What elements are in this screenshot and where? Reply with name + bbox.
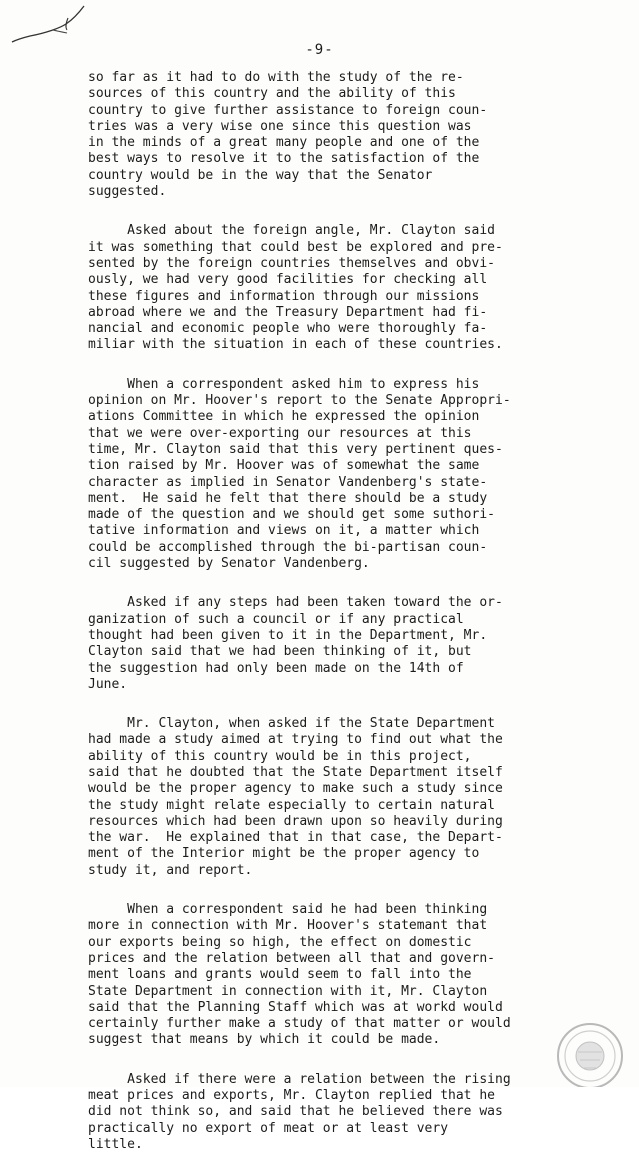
text-line: character as implied in Senator Vandenberg's state- bbox=[88, 474, 488, 490]
text-line: June. bbox=[88, 676, 128, 692]
text-line: suggested. bbox=[88, 184, 167, 200]
text-line: it was something that could best be explored and pre- bbox=[88, 239, 503, 255]
text-line: resources which had been drawn upon so heavily during bbox=[88, 813, 503, 829]
text-line: practically no export of meat or at least very bbox=[88, 1120, 449, 1136]
text-line: country would be in the way that the Senator bbox=[88, 167, 433, 183]
paragraph bbox=[88, 223, 608, 353]
text-line: the suggestion had only been made on the 14th of bbox=[88, 660, 464, 676]
page-number: -9- bbox=[305, 42, 334, 58]
text-line: Mr. Clayton, when asked if the State Department bbox=[88, 716, 495, 732]
body-text bbox=[88, 70, 608, 1176]
text-line: in the minds of a great many people and one of the bbox=[88, 135, 480, 151]
text-line: tion raised by Mr. Hoover was of somewhat the same bbox=[88, 458, 480, 474]
paragraph bbox=[88, 595, 608, 693]
text-line: prices and the relation between all that and govern- bbox=[88, 950, 495, 966]
paragraph bbox=[88, 902, 608, 1049]
text-line: ment loans and grants would seem to fall into the bbox=[88, 967, 472, 983]
paragraph bbox=[88, 377, 608, 573]
text-line: little. bbox=[88, 1136, 143, 1152]
text-line: these figures and information through our missions bbox=[88, 288, 480, 304]
text-line: ability of this country would be in this project, bbox=[88, 748, 472, 764]
paragraph bbox=[88, 1072, 608, 1153]
text-line: When a correspondent said he had been thinking bbox=[88, 902, 488, 918]
text-line: country to give further assistance to foreign coun- bbox=[88, 102, 488, 118]
text-line: sented by the foreign countries themselves and obvi- bbox=[88, 255, 495, 271]
text-line: ment of the Interior might be the proper agency to bbox=[88, 846, 480, 862]
text-line: more in connection with Mr. Hoover's statemant that bbox=[88, 918, 488, 934]
text-line: so far as it had to do with the study of the re- bbox=[88, 70, 464, 85]
text-line: ganization of such a council or if any practical bbox=[88, 611, 464, 627]
archive-stamp-seal bbox=[548, 1012, 628, 1087]
text-line: thought had been given to it in the Department, Mr. bbox=[88, 627, 488, 643]
text-line: ations Committee in which he expressed the opinion bbox=[88, 409, 480, 425]
text-line: Asked about the foreign angle, Mr. Clayton said bbox=[88, 223, 495, 239]
text-line: said that the Planning Staff which was at workd would bbox=[88, 999, 503, 1015]
text-line: meat prices and exports, Mr. Clayton replied that he bbox=[88, 1088, 495, 1104]
text-line: the war. He explained that in that case, the Depart- bbox=[88, 830, 503, 846]
text-line: the study might relate especially to certain natural bbox=[88, 797, 495, 813]
text-line: tries was a very wise one since this question was bbox=[88, 118, 472, 134]
text-line: our exports being so high, the effect on domestic bbox=[88, 934, 472, 950]
text-line: could be accomplished through the bi-partisan coun- bbox=[88, 539, 488, 555]
text-line: ously, we had very good facilities for checking all bbox=[88, 272, 488, 288]
text-line: said that he doubted that the State Department itself bbox=[88, 764, 503, 780]
text-line: would be the proper agency to make such a study since bbox=[88, 781, 503, 797]
text-line: opinion on Mr. Hoover's report to the Senate Appropri- bbox=[88, 393, 511, 409]
text-line: best ways to resolve it to the satisfaction of the bbox=[88, 151, 480, 167]
text-line: certainly further make a study of that matter or would bbox=[88, 1016, 511, 1032]
text-line: abroad where we and the Treasury Department had fi- bbox=[88, 304, 488, 320]
text-line: ment. He said he felt that there should be a study bbox=[88, 490, 488, 506]
text-line: When a correspondent asked him to express his bbox=[88, 376, 480, 392]
paragraph bbox=[88, 70, 608, 200]
text-line: suggest that means by which it could be made. bbox=[88, 1032, 441, 1048]
text-line: State Department in connection with it, Mr. Clayton bbox=[88, 983, 488, 999]
text-line: tative information and views on it, a matter which bbox=[88, 523, 480, 539]
text-line: that we were over-exporting our resources at this bbox=[88, 425, 472, 441]
text-line: sources of this country and the ability of this bbox=[88, 86, 456, 102]
text-line: study it, and report. bbox=[88, 862, 253, 878]
text-line: made of the question and we should get some suthori- bbox=[88, 507, 495, 523]
text-line: cil suggested by Senator Vandenberg. bbox=[88, 556, 370, 572]
text-line: nancial and economic people who were thoroughly fa- bbox=[88, 321, 488, 337]
pen-mark-scribble bbox=[8, 0, 98, 45]
text-line: miliar with the situation in each of these countries. bbox=[88, 337, 503, 353]
text-line: had made a study aimed at trying to find out what the bbox=[88, 732, 503, 748]
text-line: Clayton said that we had been thinking of it, but bbox=[88, 644, 472, 660]
text-line: Asked if there were a relation between the rising bbox=[88, 1071, 511, 1087]
paragraph bbox=[88, 716, 608, 879]
text-line: time, Mr. Clayton said that this very pertinent ques- bbox=[88, 441, 503, 457]
text-line: did not think so, and said that he believed there was bbox=[88, 1104, 503, 1120]
text-line: Asked if any steps had been taken toward the or- bbox=[88, 595, 503, 611]
